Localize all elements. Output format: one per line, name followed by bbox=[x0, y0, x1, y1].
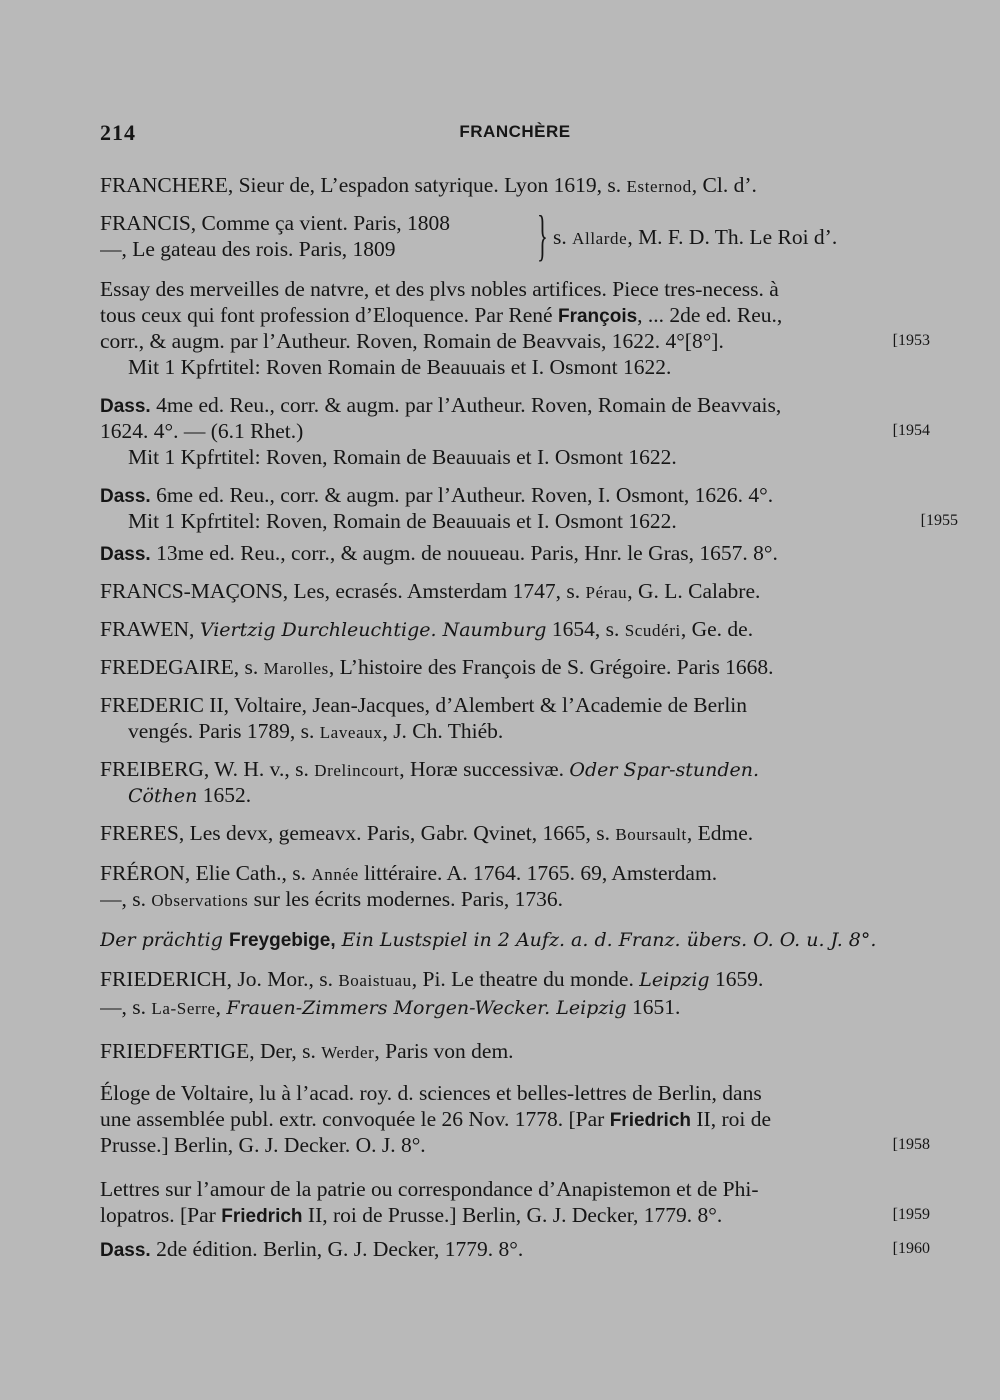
text: FREIBERG, W. H. v., s. bbox=[100, 757, 315, 781]
entry-lettres-line-2 bbox=[100, 1202, 930, 1230]
bold-dass: Dass. bbox=[100, 396, 151, 417]
bold-fraktur-title: Freygebige, bbox=[228, 930, 336, 951]
entry-dass-1954-line-1 bbox=[100, 392, 930, 420]
bold-name: Friedrich bbox=[221, 1206, 303, 1227]
text: 1659. bbox=[709, 967, 764, 991]
entry-number: [1958 bbox=[892, 1136, 930, 1153]
entry-francis: FRANCIS, Comme ça vient. Paris, 1808 bbox=[100, 211, 450, 235]
text: une assemblée publ. extr. convoquée le 26 Nov. 1778. [Par bbox=[100, 1107, 610, 1131]
text: , G. L. Calabre. bbox=[627, 579, 761, 603]
entry-eloge-line-3 bbox=[100, 1132, 930, 1158]
entry-number: [1959 bbox=[892, 1206, 930, 1223]
text: II, roi de Prusse.] Berlin, G. J. Decker, 1779. 8°. bbox=[302, 1203, 723, 1227]
entry-lettres-line-1: Lettres sur l’amour de la patrie ou correspondance d’Anapistemon et de Phi- bbox=[100, 1177, 759, 1201]
entry-essay-line-2 bbox=[100, 302, 930, 330]
text: lopatros. [Par bbox=[100, 1203, 222, 1227]
small-caps-name: Boaistuau bbox=[338, 971, 412, 990]
entry-essay-note: Mit 1 Kpfrtitel: Roven Romain de Beauuais et I. Osmont 1622. bbox=[128, 355, 672, 379]
bold-dass: Dass. bbox=[100, 486, 151, 507]
small-caps-name: La-Serre bbox=[151, 999, 216, 1018]
bold-name: François bbox=[557, 306, 638, 327]
fraktur-text: Oder Spar-stunden. bbox=[569, 759, 760, 781]
entry-freron-line-1 bbox=[100, 860, 930, 888]
entry-frederic-line-1: FREDERIC II, Voltaire, Jean-Jacques, d’Alembert & l’Academie de Berlin bbox=[100, 693, 748, 717]
entry-dass-1954-note: Mit 1 Kpfrtitel: Roven, Romain de Beauuais et I. Osmont 1622. bbox=[128, 445, 677, 469]
text: , Horæ successivæ. bbox=[399, 757, 570, 781]
text: tous ceux qui font profession d’Eloquence. Par René bbox=[100, 303, 558, 327]
entry-friederich-line-2 bbox=[100, 994, 930, 1022]
text: Prusse.] Berlin, G. J. Decker. O. J. 8°. bbox=[100, 1133, 426, 1157]
entry-francs-macons bbox=[100, 578, 930, 606]
text: —, s. bbox=[100, 887, 152, 911]
text: FRIEDFERTIGE, Der, s. bbox=[100, 1039, 322, 1063]
text: s. bbox=[553, 225, 573, 249]
entry-frawen bbox=[100, 616, 930, 644]
entry-freron-line-2 bbox=[100, 886, 930, 914]
text: —, s. bbox=[100, 995, 152, 1019]
small-caps-name: Boursault bbox=[615, 825, 687, 844]
text: , M. F. D. Th. Le Roi d’. bbox=[627, 225, 838, 249]
entry-freygebige bbox=[100, 926, 930, 954]
text: FRAWEN, bbox=[100, 617, 200, 641]
entry-friedfertige bbox=[100, 1038, 930, 1066]
text: 6me ed. Reu., corr. & augm. par l’Autheur. Roven, I. Osmont, 1626. 4°. bbox=[150, 483, 774, 507]
text: 1652. bbox=[197, 783, 252, 807]
small-caps-name: Drelincourt bbox=[314, 761, 400, 780]
entry-number: [1960 bbox=[892, 1240, 930, 1257]
text: vengés. Paris 1789, s. bbox=[128, 719, 320, 743]
fraktur-text: Leipzig bbox=[639, 969, 710, 991]
page-header bbox=[100, 120, 930, 150]
small-caps-name: Observations bbox=[151, 891, 249, 910]
entry-franchere bbox=[100, 172, 930, 200]
entry-eloge-line-1: Éloge de Voltaire, lu à l’acad. roy. d. sciences et belles-lettres de Berlin, dans bbox=[100, 1081, 762, 1105]
text: FRÉRON, Elie Cath., s. bbox=[100, 861, 312, 885]
text: , Edme. bbox=[686, 821, 754, 845]
entry-freiberg-line-2 bbox=[100, 782, 958, 809]
entry-gateau: —, Le gateau des rois. Paris, 1809 bbox=[100, 237, 396, 261]
small-caps-name: Esternod bbox=[626, 177, 692, 196]
fraktur-text: Frauen-Zimmers Morgen-Wecker. Leipzig bbox=[226, 997, 627, 1019]
fraktur-text: Ein Lustspiel in 2 Aufz. a. d. Franz. übers. O. O. u. J. 8°. bbox=[335, 929, 877, 951]
text: sur les écrits modernes. Paris, 1736. bbox=[248, 887, 563, 911]
entry-number: [1954 bbox=[892, 422, 930, 439]
text: FRANCHERE, Sieur de, L’espadon satyrique. Lyon 1619, s. bbox=[100, 173, 627, 197]
text: 4me ed. Reu., corr. & augm. par l’Autheur. Roven, Romain de Beavvais, bbox=[150, 393, 782, 417]
entry-essay-line-3 bbox=[100, 328, 930, 354]
text: littéraire. A. 1764. 1765. 69, Amsterdam. bbox=[358, 861, 718, 885]
brace-reference bbox=[553, 224, 837, 252]
text: II, roi de bbox=[691, 1107, 772, 1131]
text: FRERES, Les devx, gemeavx. Paris, Gabr. Qvinet, 1665, s. bbox=[100, 821, 616, 845]
fraktur-text: Der prächtig bbox=[100, 929, 229, 951]
entry-dass-1954-line-2 bbox=[100, 418, 930, 444]
entry-fredegaire bbox=[100, 654, 930, 682]
text: , bbox=[215, 995, 227, 1019]
running-head: FRANCHÈRE bbox=[459, 122, 571, 141]
text: , Paris von dem. bbox=[374, 1039, 514, 1063]
text: 1624. 4°. — (6.1 Rhet.) bbox=[100, 419, 304, 443]
entry-dass-1955-line-1 bbox=[100, 482, 930, 510]
small-caps-name: Laveaux bbox=[319, 723, 383, 742]
small-caps-name: Allarde bbox=[572, 229, 628, 248]
entry-dass-13me bbox=[100, 540, 930, 568]
entry-friederich-line-1 bbox=[100, 966, 930, 994]
text: , Ge. de. bbox=[680, 617, 754, 641]
entry-essay-line-1: Essay des merveilles de natvre, et des plvs nobles artifices. Piece tres-necess. à bbox=[100, 277, 779, 301]
small-caps-name: Marolles bbox=[263, 659, 329, 678]
text: , ... 2de ed. Reu., bbox=[637, 303, 783, 327]
fraktur-text: Cöthen bbox=[128, 785, 198, 807]
brace-glyph: } bbox=[537, 205, 548, 267]
text: , Pi. Le theatre du monde. bbox=[411, 967, 640, 991]
text: Mit 1 Kpfrtitel: Roven, Romain de Beauuais et I. Osmont 1622. bbox=[128, 509, 677, 533]
bold-dass: Dass. bbox=[100, 1240, 151, 1261]
entry-dass-1960 bbox=[100, 1236, 930, 1264]
text: FRANCS-MAÇONS, Les, ecrasés. Amsterdam 1747, s. bbox=[100, 579, 586, 603]
text: FREDEGAIRE, s. bbox=[100, 655, 264, 679]
entry-eloge-line-2 bbox=[100, 1106, 930, 1134]
entry-freiberg-line-1 bbox=[100, 756, 930, 784]
entry-number: [1953 bbox=[892, 332, 930, 349]
fraktur-text: Viertzig Durchleuchtige. Naumburg bbox=[199, 619, 547, 641]
entry-number: [1955 bbox=[920, 512, 958, 529]
text: FRIEDERICH, Jo. Mor., s. bbox=[100, 967, 339, 991]
text: , Cl. d’. bbox=[691, 173, 757, 197]
entry-dass-1955-note bbox=[100, 508, 958, 534]
bold-dass: Dass. bbox=[100, 544, 151, 565]
text: corr., & augm. par l’Autheur. Roven, Romain de Beavvais, 1622. 4°[8°]. bbox=[100, 329, 724, 353]
small-caps-name: Année bbox=[311, 865, 359, 884]
text: 13me ed. Reu., corr., & augm. de nouueau. Paris, Hnr. le Gras, 1657. 8°. bbox=[150, 541, 778, 565]
small-caps-name: Scudéri bbox=[624, 621, 681, 640]
small-caps-name: Werder bbox=[321, 1043, 375, 1062]
bold-name: Friedrich bbox=[609, 1110, 692, 1131]
entry-frederic-line-2 bbox=[100, 718, 958, 746]
text: 1651. bbox=[626, 995, 681, 1019]
text: 1654, s. bbox=[546, 617, 625, 641]
text: , J. Ch. Thiéb. bbox=[382, 719, 504, 743]
entry-freres bbox=[100, 820, 930, 848]
text: , L’histoire des François de S. Grégoire. Paris 1668. bbox=[328, 655, 774, 679]
page-number: 214 bbox=[100, 120, 136, 145]
text: 2de édition. Berlin, G. J. Decker, 1779. 8°. bbox=[150, 1237, 524, 1261]
small-caps-name: Pérau bbox=[585, 583, 628, 602]
